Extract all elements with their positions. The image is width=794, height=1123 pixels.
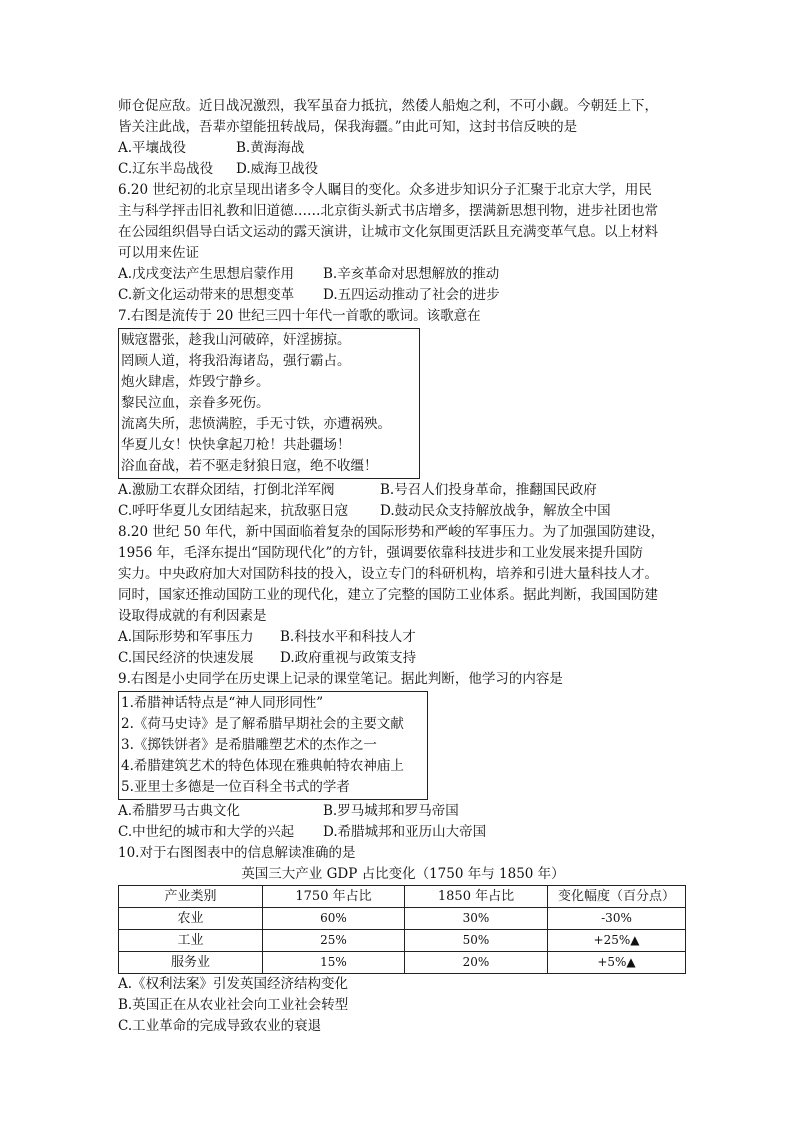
table-header: 变化幅度（百分点）	[548, 886, 686, 908]
lyric-line: 华夏儿女！快快拿起刀枪！共赴疆场！	[121, 437, 351, 453]
q6-option-a[interactable]: A.戊戌变法产生思想启蒙作用	[118, 266, 295, 282]
q8-option-a[interactable]: A.国际形势和军事压力	[118, 629, 254, 645]
table-cell: 60%	[263, 908, 405, 930]
table-row	[119, 908, 686, 930]
table-header: 1750 年占比	[263, 886, 405, 908]
table-row	[119, 930, 686, 952]
q5-stem-line1: 师仓促应敌。近日战况激烈，我军虽奋力抵抗，然倭人船炮之利，不可小觑。今朝廷上下，	[118, 98, 658, 114]
table-cell: +25%▲	[548, 930, 686, 952]
table-cell: +5%▲	[548, 952, 686, 974]
q10-option-b[interactable]: B.英国正在从农业社会向工业社会转型	[118, 997, 349, 1013]
lyric-line: 罔顾人道，将我沿海诸岛，强行霸占。	[121, 353, 351, 369]
lyric-line: 黎民泣血，亲眷多死伤。	[121, 395, 270, 411]
q5-option-b[interactable]: B.黄海海战	[236, 140, 305, 156]
q6-line3: 在公园组织倡导白话文运动的露天演讲，让城市文化氛围更活跃且充满变革气息。以上材料	[118, 224, 658, 240]
q7-stem: 7.右图是流传于 20 世纪三四十年代一首歌的歌词。该歌意在	[118, 308, 481, 324]
q7-option-c[interactable]: C.呼吁华夏儿女团结起来，抗敌驱日寇	[118, 503, 349, 519]
q8-option-c[interactable]: C.国民经济的快速发展	[118, 650, 254, 666]
note-line: 2.《荷马史诗》是了解希腊早期社会的主要文献	[121, 716, 404, 732]
lyric-line: 贼寇嚣张，趁我山河破碎，奸淫掳掠。	[121, 332, 351, 348]
q6-option-d[interactable]: D.五四运动推动了社会的进步	[323, 287, 500, 303]
q9-option-c[interactable]: C.中世纪的城市和大学的兴起	[118, 824, 295, 840]
q9-option-d[interactable]: D.希腊城邦和亚历山大帝国	[323, 824, 487, 840]
q10-option-c[interactable]: C.工业革命的完成导致农业的衰退	[118, 1018, 322, 1034]
table-header-row	[119, 886, 686, 908]
table-cell: 20%	[405, 952, 548, 974]
q9-option-b[interactable]: B.罗马城邦和罗马帝国	[323, 803, 459, 819]
q10-stem: 10.对于右图图表中的信息解读准确的是	[118, 845, 356, 861]
q8-option-d[interactable]: D.政府重视与政策支持	[280, 650, 417, 666]
q9-stem: 9.右图是小史同学在历史课上记录的课堂笔记。据此判断，他学习的内容是	[118, 671, 563, 687]
q6-line2: 主与科学抨击旧礼教和旧道德……北京街头新式书店增多，摆满新思想刊物，进步社团也常	[118, 203, 658, 219]
q7-option-d[interactable]: D.鼓动民众支持解放战争，解放全中国	[380, 503, 611, 519]
q7-options-row1	[118, 480, 688, 501]
note-line: 5.亚里士多德是一位百科全书式的学者	[121, 779, 350, 795]
lyric-line: 流离失所，悲愤满腔，手无寸铁，亦遭祸殃。	[121, 416, 391, 432]
q9-options-row1	[118, 801, 688, 822]
table-header: 1850 年占比	[405, 886, 548, 908]
lyric-line: 浴血奋战，若不驱走豺狼日寇，绝不收缰！	[121, 458, 378, 474]
table-cell: 50%	[405, 930, 548, 952]
q6-line1: 6.20 世纪初的北京呈现出诸多令人瞩目的变化。众多进步知识分子汇聚于北京大学，用民	[118, 182, 652, 198]
table-cell: 30%	[405, 908, 548, 930]
q7-option-b[interactable]: B.号召人们投身革命，推翻国民政府	[380, 482, 597, 498]
table-cell: -30%	[548, 908, 686, 930]
table-row	[119, 952, 686, 974]
table-cell: 服务业	[119, 952, 263, 974]
table-cell: 农业	[119, 908, 263, 930]
q8-line2: 1956 年，毛泽东提出“国防现代化”的方针，强调要依靠科技进步和工业发展来提升国防	[118, 545, 643, 561]
q7-option-a[interactable]: A.激励工农群众团结，打倒北洋军阀	[118, 482, 335, 498]
q6-line4: 可以用来佐证	[118, 245, 199, 261]
q5-option-c[interactable]: C.辽东半岛战役	[118, 161, 214, 177]
q5-option-d[interactable]: D.威海卫战役	[236, 161, 319, 177]
q8-option-b[interactable]: B.科技水平和科技人才	[280, 629, 416, 645]
table-cell: 15%	[263, 952, 405, 974]
q9-option-a[interactable]: A.希腊罗马古典文化	[118, 803, 241, 819]
q5-options-row2	[118, 159, 688, 180]
exam-page	[118, 96, 688, 1037]
q8-line3: 实力。中央政府加大对国防科技的投入，设立专门的科研机构，培养和引进大量科技人才。	[118, 566, 658, 582]
note-line: 4.希腊建筑艺术的特色体现在雅典帕特农神庙上	[121, 758, 404, 774]
q5-options-row1	[118, 138, 688, 159]
q5-stem-line2: 皆关注此战，吾辈亦望能扭转战局，保我海疆。”由此可知，这封书信反映的是	[118, 119, 578, 135]
note-line: 1.希腊神话特点是“神人同形同性”	[121, 695, 324, 711]
q10-option-a[interactable]: A.《权利法案》引发英国经济结构变化	[118, 976, 349, 992]
note-line: 3.《掷铁饼者》是希腊雕塑艺术的杰作之一	[121, 737, 377, 753]
q8-options-row1	[118, 627, 688, 648]
q7-lyrics-box	[118, 328, 420, 479]
table-header: 产业类别	[119, 886, 263, 908]
q8-line4: 同时，国家还推动国防工业的现代化，建立了完整的国防工业体系。据此判断，我国国防建	[118, 587, 658, 603]
q7-options-row2	[118, 501, 688, 522]
q8-line5: 设取得成就的有利因素是	[118, 608, 267, 624]
q8-line1: 8.20 世纪 50 年代，新中国面临着复杂的国际形势和严峻的军事压力。为了加强国防建设，	[118, 524, 665, 540]
q6-option-b[interactable]: B.辛亥革命对思想解放的推动	[323, 266, 500, 282]
q8-options-row2	[118, 648, 688, 669]
table-cell: 工业	[119, 930, 263, 952]
table-title: 英国三大产业 GDP 占比变化（1750 年与 1850 年）	[241, 866, 565, 882]
q5-option-a[interactable]: A.平壤战役	[118, 140, 187, 156]
q6-options-row2	[118, 285, 688, 306]
q6-options-row1	[118, 264, 688, 285]
q9-options-row2	[118, 822, 688, 843]
q9-notes-box	[118, 691, 428, 800]
table-cell: 25%	[263, 930, 405, 952]
q6-option-c[interactable]: C.新文化运动带来的思想变革	[118, 287, 295, 303]
gdp-table	[118, 885, 686, 974]
lyric-line: 炮火肆虐，炸毁宁静乡。	[121, 374, 270, 390]
